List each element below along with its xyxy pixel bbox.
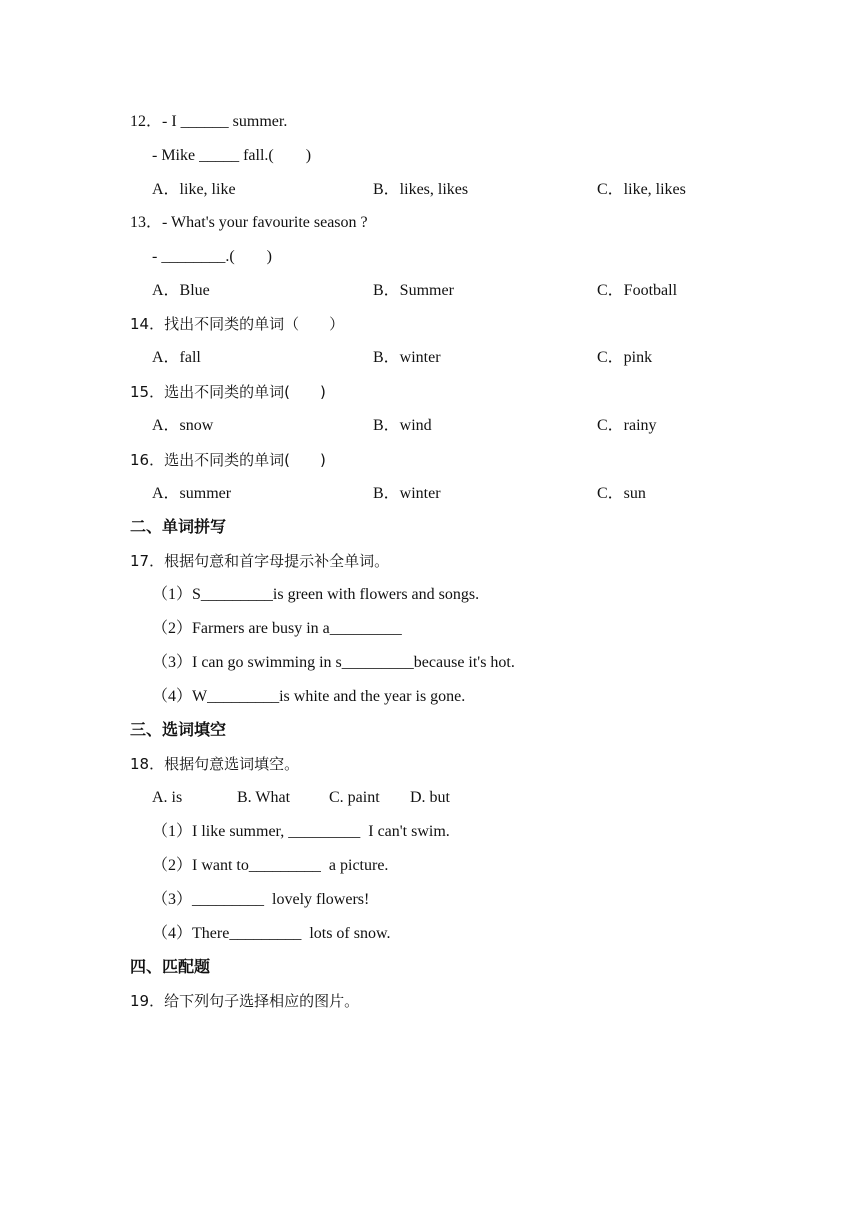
q18-item-4-blank: _________ (229, 925, 302, 942)
section2-heading: 二、单词拼写 (130, 517, 227, 536)
word-bank-d: D. but (410, 789, 450, 806)
q18-item-2-pre: （2）I want to (152, 857, 249, 874)
q14-option-a: A．fall (152, 349, 201, 366)
q17-item-4-pre: （4）W (152, 688, 208, 705)
q13-option-b: B．Summer (373, 282, 454, 299)
q17-item-1-pre: （1）S (152, 586, 201, 603)
section3-heading: 三、选词填空 (130, 720, 227, 739)
q12-option-c: C．like, likes (597, 181, 686, 198)
q18-item-4 (152, 924, 391, 944)
q17-item-1 (152, 585, 479, 605)
q18-item-3-blank: _________ (192, 891, 265, 908)
q15-stem: 15．选出不同类的单词( ) (130, 383, 326, 401)
q19-stem: 19．给下列句子选择相应的图片。 (130, 992, 360, 1010)
q17-item-2-blank: _________ (329, 620, 402, 637)
q16-option-b: B．winter (373, 485, 441, 502)
q17-item-1-post: is green with flowers and songs. (272, 586, 480, 603)
section4-heading: 四、匹配题 (130, 957, 211, 976)
q18-item-4-post: lots of snow. (301, 925, 391, 942)
q17-item-3-blank: _________ (341, 654, 414, 671)
q14-option-b: B．winter (373, 349, 441, 366)
q15-option-b: B．wind (373, 417, 432, 434)
q12-option-a: A．like, like (152, 181, 236, 198)
q17-item-2-pre: （2）Farmers are busy in a (152, 620, 330, 637)
q17-item-1-blank: _________ (200, 586, 273, 603)
q18-item-3-pre: （3） (152, 891, 193, 908)
q14-option-c: C．pink (597, 349, 653, 366)
q18-item-3 (152, 890, 369, 910)
q17-item-2 (152, 619, 402, 639)
q17-item-3-post: because it's hot. (413, 654, 515, 671)
q16-stem: 16．选出不同类的单词( ) (130, 451, 326, 469)
q13-option-a: A．Blue (152, 282, 210, 299)
word-bank-b: B. What (237, 789, 291, 806)
q12-line1: 12．- I ______ summer. (130, 113, 288, 130)
q18-item-2-blank: _________ (248, 857, 321, 874)
q18-item-1-post: I can't swim. (360, 823, 450, 840)
q18-item-4-pre: （4）There (152, 925, 230, 942)
word-bank-c: C. paint (329, 789, 380, 806)
q18-item-3-post: lovely flowers! (264, 891, 370, 908)
q18-item-2-post: a picture. (320, 857, 389, 874)
q13-line2: - ________.( ) (152, 248, 272, 265)
q18-item-2 (152, 856, 388, 876)
q15-option-c: C．rainy (597, 417, 657, 434)
q17-item-3 (152, 653, 515, 673)
q18-item-1-blank: _________ (288, 823, 361, 840)
q13-line1: 13．- What's your favourite season ? (130, 214, 368, 231)
q12-line2: - Mike _____ fall.( ) (152, 147, 312, 164)
q17-item-4-blank: _________ (207, 688, 280, 705)
q18-stem: 18．根据句意选词填空。 (130, 755, 300, 773)
q18-item-1-pre: （1）I like summer, (152, 823, 289, 840)
q17-item-4-post: is white and the year is gone. (279, 688, 466, 705)
q18-item-1 (152, 822, 450, 842)
q17-item-3-pre: （3）I can go swimming in s (152, 654, 342, 671)
q16-option-c: C．sun (597, 485, 646, 502)
q17-stem: 17．根据句意和首字母提示补全单词。 (130, 552, 390, 570)
q12-option-b: B．likes, likes (373, 181, 469, 198)
q17-item-4 (152, 687, 465, 707)
q16-option-a: A．summer (152, 485, 232, 502)
q13-option-c: C．Football (597, 282, 678, 299)
q15-option-a: A．snow (152, 417, 214, 434)
word-bank-a: A. is (152, 789, 183, 806)
q14-stem: 14．找出不同类的单词（ ） (130, 315, 345, 333)
